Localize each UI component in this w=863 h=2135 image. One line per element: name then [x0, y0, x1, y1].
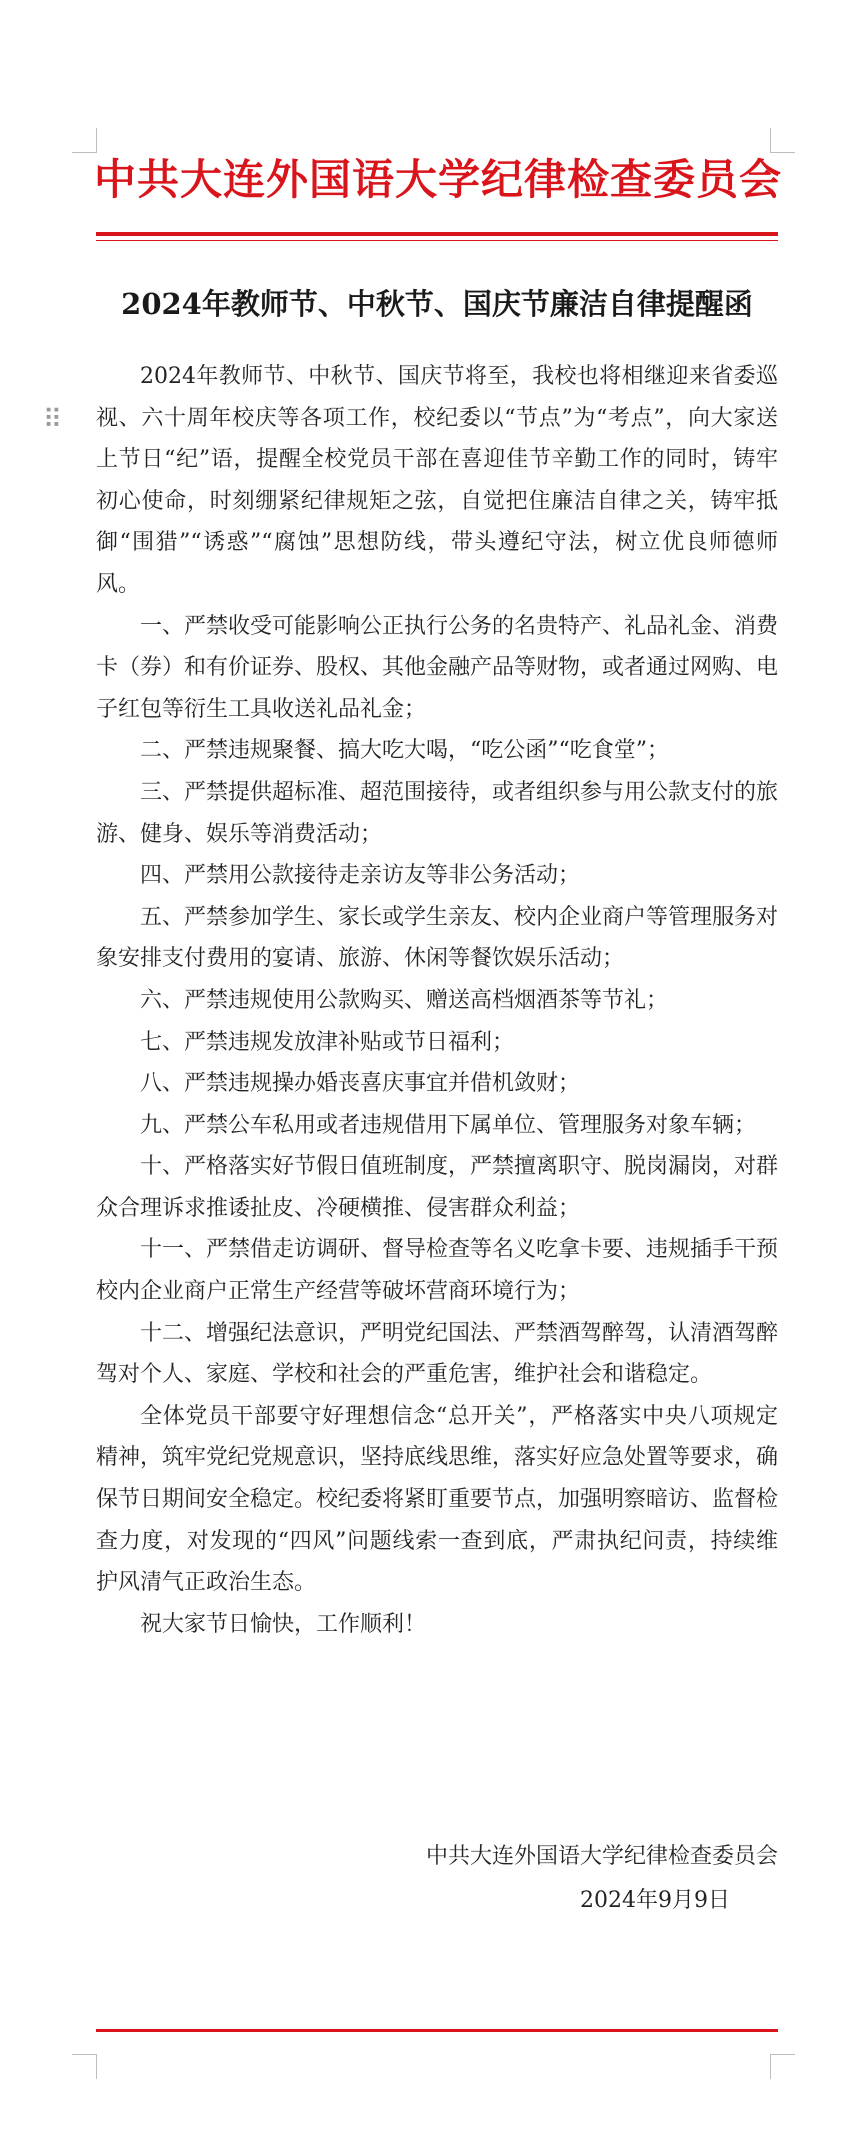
paragraph-item-12: 十二、增强纪法意识，严明党纪国法、严禁酒驾醉驾，认清酒驾醉驾对个人、家庭、学校和社会的严重危害，维护社会和谐稳定。: [96, 1320, 779, 1388]
paragraph-item-10: 十、严格落实好节假日值班制度，严禁擅离职守、脱岗漏岗，对群众合理诉求推诿扯皮、冷硬横推、侵害群众利益；: [96, 1154, 779, 1221]
crop-mark-bottom-right: [770, 2054, 795, 2079]
signature: 中共大连外国语大学纪律检查委员会: [425, 1844, 778, 1869]
paragraph-item-5: 五、严禁参加学生、家长或学生亲友、校内企业商户等管理服务对象安排支付费用的宴请、旅游、休闲等餐饮娱乐活动；: [96, 904, 779, 972]
crop-mark-top-left: [72, 128, 97, 153]
paragraph-item-7: 七、严禁违规发放津补贴或节日福利；: [140, 1029, 515, 1055]
masthead-rule-thick: [96, 232, 778, 236]
paragraph-item-2: 二、严禁违规聚餐、搞大吃大喝，“吃公函”“吃食堂”；: [140, 738, 669, 764]
footer-rule: [96, 2029, 778, 2032]
paragraph-closing: 全体党员干部要守好理想信念“总开关”，严格落实中央八项规定精神，筑牢党纪党规意识，坚持底线思维，落实好应急处置等要求，确保节日期间安全稳定。校纪委将紧盯重要节点，加强明察暗访、监督检查力度，对发现的“四风”问题线索一查到底，严肃执纪问责，持续维护风清气正政治生态。: [96, 1403, 779, 1596]
crop-mark-top-right: [770, 128, 795, 153]
paragraph-item-1: 一、严禁收受可能影响公正执行公务的名贵特产、礼品礼金、消费卡（券）和有价证券、股权、其他金融产品等财物，或者通过网购、电子红包等衍生工具收送礼品礼金；: [96, 613, 779, 722]
masthead-rule-thin: [96, 240, 778, 241]
masthead: 中共大连外国语大学纪律检查委员会: [94, 155, 783, 204]
paragraph-item-3: 三、严禁提供超标准、超范围接待，或者组织参与用公款支付的旅游、健身、娱乐等消费活动；: [96, 779, 779, 847]
paragraph-item-9: 九、严禁公车私用或者违规借用下属单位、管理服务对象车辆；: [140, 1112, 757, 1138]
paragraph-item-6: 六、严禁违规使用公款购买、赠送高档烟酒茶等节礼；: [140, 987, 669, 1013]
paragraph-item-11: 十一、严禁借走访调研、督导检查等名义吃拿卡要、违规插手干预校内企业商户正常生产经营等破坏营商环境行为；: [96, 1237, 779, 1305]
paragraph-intro: 2024年教师节、中秋节、国庆节将至，我校也将相继迎来省委巡视、六十周年校庆等各项工作，校纪委以“节点”为“考点”，向大家送上节日“纪”语，提醒全校党员干部在喜迎佳节辛勤工作的同时，铸牢初心使命，时刻绷紧纪律规矩之弦，自觉把住廉洁自律之关，铸牢抵御“围猎”“诱惑”“腐蚀”思想防线，带头遵纪守法，树立优良师德师风。: [96, 364, 778, 597]
crop-mark-bottom-left: [72, 2054, 97, 2079]
document-date: 2024年9月9日: [580, 1888, 730, 1913]
paragraph-item-8: 八、严禁违规操办婚丧喜庆事宜并借机敛财；: [140, 1071, 581, 1097]
drag-handle-icon[interactable]: ⠿: [43, 405, 61, 435]
document-title: 2024年教师节、中秋节、国庆节廉洁自律提醒函: [121, 287, 753, 321]
document-body: [96, 356, 778, 1645]
paragraph-item-4: 四、严禁用公款接待走亲访友等非公务活动；: [140, 863, 581, 889]
paragraph-greeting: 祝大家节日愉快，工作顺利！: [140, 1611, 427, 1637]
